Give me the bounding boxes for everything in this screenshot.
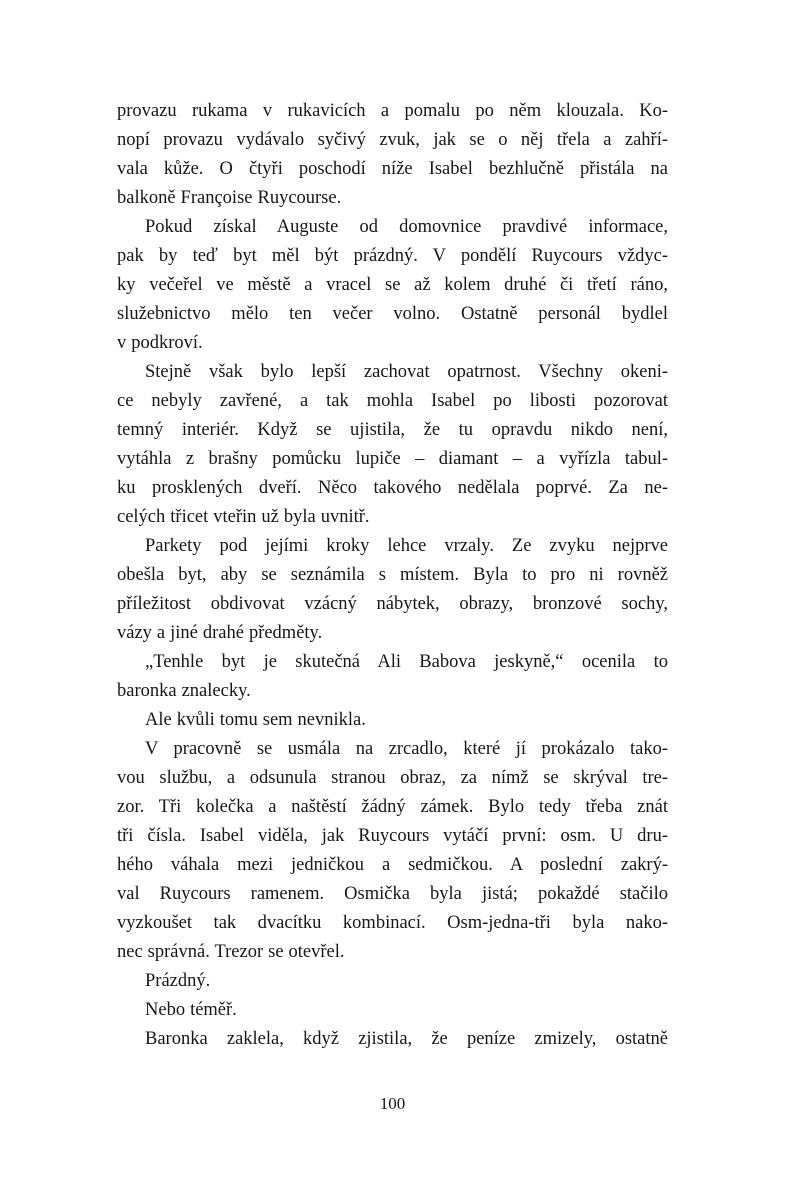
paragraph — [117, 967, 668, 996]
text-line: „Tenhle byt je skutečná Ali Babova jeskyně,“ ocenila to — [145, 652, 668, 672]
text-line: ku prosklených dveří. Něco takového nedělala poprvé. Za ne- — [117, 478, 668, 498]
text-line: celých třicet vteřin už byla uvnitř. — [117, 507, 370, 527]
page-number: 100 — [379, 1094, 406, 1113]
paragraph — [117, 532, 668, 648]
text-line: baronka znalecky. — [117, 681, 251, 701]
paragraph — [117, 996, 668, 1025]
text-line: vázy a jiné drahé předměty. — [117, 623, 323, 643]
text-line: vytáhla z brašny pomůcku lupiče – diamant – a vyřízla tabul- — [117, 449, 668, 469]
text-block — [117, 97, 668, 1054]
paragraph — [117, 97, 668, 213]
paragraph — [117, 1025, 668, 1054]
text-line: balkoně Françoise Ruycourse. — [117, 188, 342, 208]
text-line: provazu rukama v rukavicích a pomalu po něm klouzala. Ko- — [117, 101, 668, 121]
text-line: ce nebyly zavřené, a tak mohla Isabel po libosti pozorovat — [117, 391, 668, 411]
text-line: nec správná. Trezor se otevřel. — [117, 942, 345, 962]
text-line: vou službu, a odsunula stranou obraz, za nímž se skrýval tre- — [117, 768, 668, 788]
text-line: ky večeřel ve městě a vracel se až kolem druhé či třetí ráno, — [117, 275, 668, 295]
paragraph — [117, 358, 668, 532]
text-line: Stejně však bylo lepší zachovat opatrnost. Všechny okeni- — [145, 362, 668, 382]
text-line: pak by teď byt měl být prázdný. V pondělí Ruycours vždyc- — [117, 246, 668, 266]
text-line: Baronka zaklela, když zjistila, že peníze zmizely, ostatně — [145, 1029, 668, 1049]
text-line: Prázdný. — [145, 971, 211, 991]
text-line: tři čísla. Isabel viděla, jak Ruycours vytáčí první: osm. U dru- — [117, 826, 668, 846]
text-line: vyzkoušet tak dvacítku kombinací. Osm-jedna-tři byla nako- — [117, 913, 668, 933]
text-line: hého váhala mezi jedničkou a sedmičkou. A poslední zakrý- — [117, 855, 668, 875]
text-line: V pracovně se usmála na zrcadlo, které jí prokázalo tako- — [145, 739, 668, 759]
text-line: val Ruycours ramenem. Osmička byla jistá; pokaždé stačilo — [117, 884, 668, 904]
text-line: zor. Tři kolečka a naštěstí žádný zámek. Bylo tedy třeba znát — [117, 797, 668, 817]
paragraph — [117, 706, 668, 735]
paragraph — [117, 648, 668, 706]
paragraph — [117, 735, 668, 967]
text-line: obešla byt, aby se seznámila s místem. Byla to pro ni rovněž — [117, 565, 668, 585]
text-line: temný interiér. Když se ujistila, že tu opravdu nikdo není, — [117, 420, 668, 440]
text-line: příležitost obdivovat vzácný nábytek, obrazy, bronzové sochy, — [117, 594, 668, 614]
paragraph — [117, 213, 668, 358]
text-line: Pokud získal Auguste od domovnice pravdivé informace, — [145, 217, 668, 237]
text-line: Ale kvůli tomu sem nevnikla. — [145, 710, 366, 730]
text-line: vala kůže. O čtyři poschodí níže Isabel bezhlučně přistála na — [117, 159, 668, 179]
text-line: nopí provazu vydávalo syčivý zvuk, jak se o něj třela a zahří- — [117, 130, 668, 150]
text-line: v podkroví. — [117, 333, 203, 353]
text-line: Parkety pod jejími kroky lehce vrzaly. Ze zvyku nejprve — [145, 536, 668, 556]
text-line: Nebo téměř. — [145, 1000, 237, 1020]
text-line: služebnictvo mělo ten večer volno. Ostatně personál bydlel — [117, 304, 668, 324]
